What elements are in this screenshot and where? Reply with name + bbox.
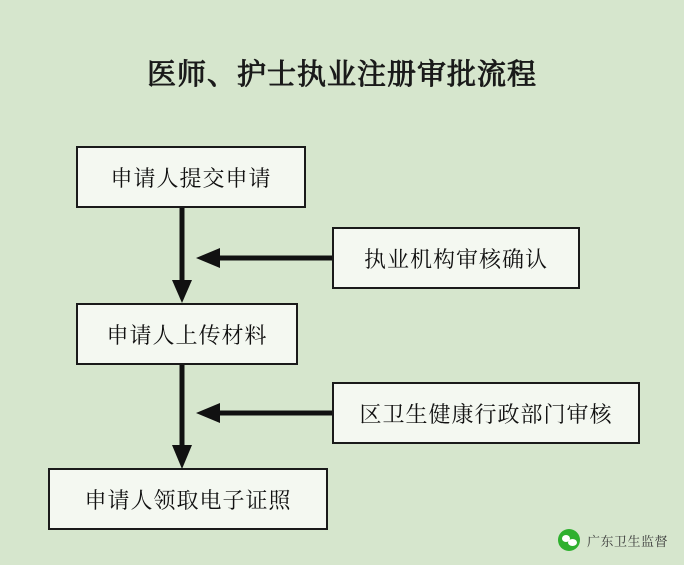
node-institution-review	[332, 227, 580, 289]
arrow-institution-to-flow	[192, 240, 338, 276]
arrow-district-to-flow	[192, 395, 338, 431]
page-title: 医师、护士执业注册审批流程	[146, 59, 537, 91]
node-label: 区卫生健康行政部门审核	[359, 401, 613, 427]
watermark-label: 广东卫生监督	[586, 533, 668, 549]
node-upload-materials	[76, 303, 298, 365]
node-receive-e-certificate	[48, 468, 328, 530]
node-submit-application	[76, 146, 306, 208]
watermark	[558, 529, 668, 551]
node-label: 申请人提交申请	[110, 165, 272, 191]
node-district-health-review	[332, 382, 640, 444]
node-label: 申请人领取电子证照	[84, 487, 292, 513]
node-label: 执业机构审核确认	[363, 246, 548, 272]
node-label: 申请人上传材料	[106, 322, 268, 348]
wechat-icon	[558, 529, 580, 551]
